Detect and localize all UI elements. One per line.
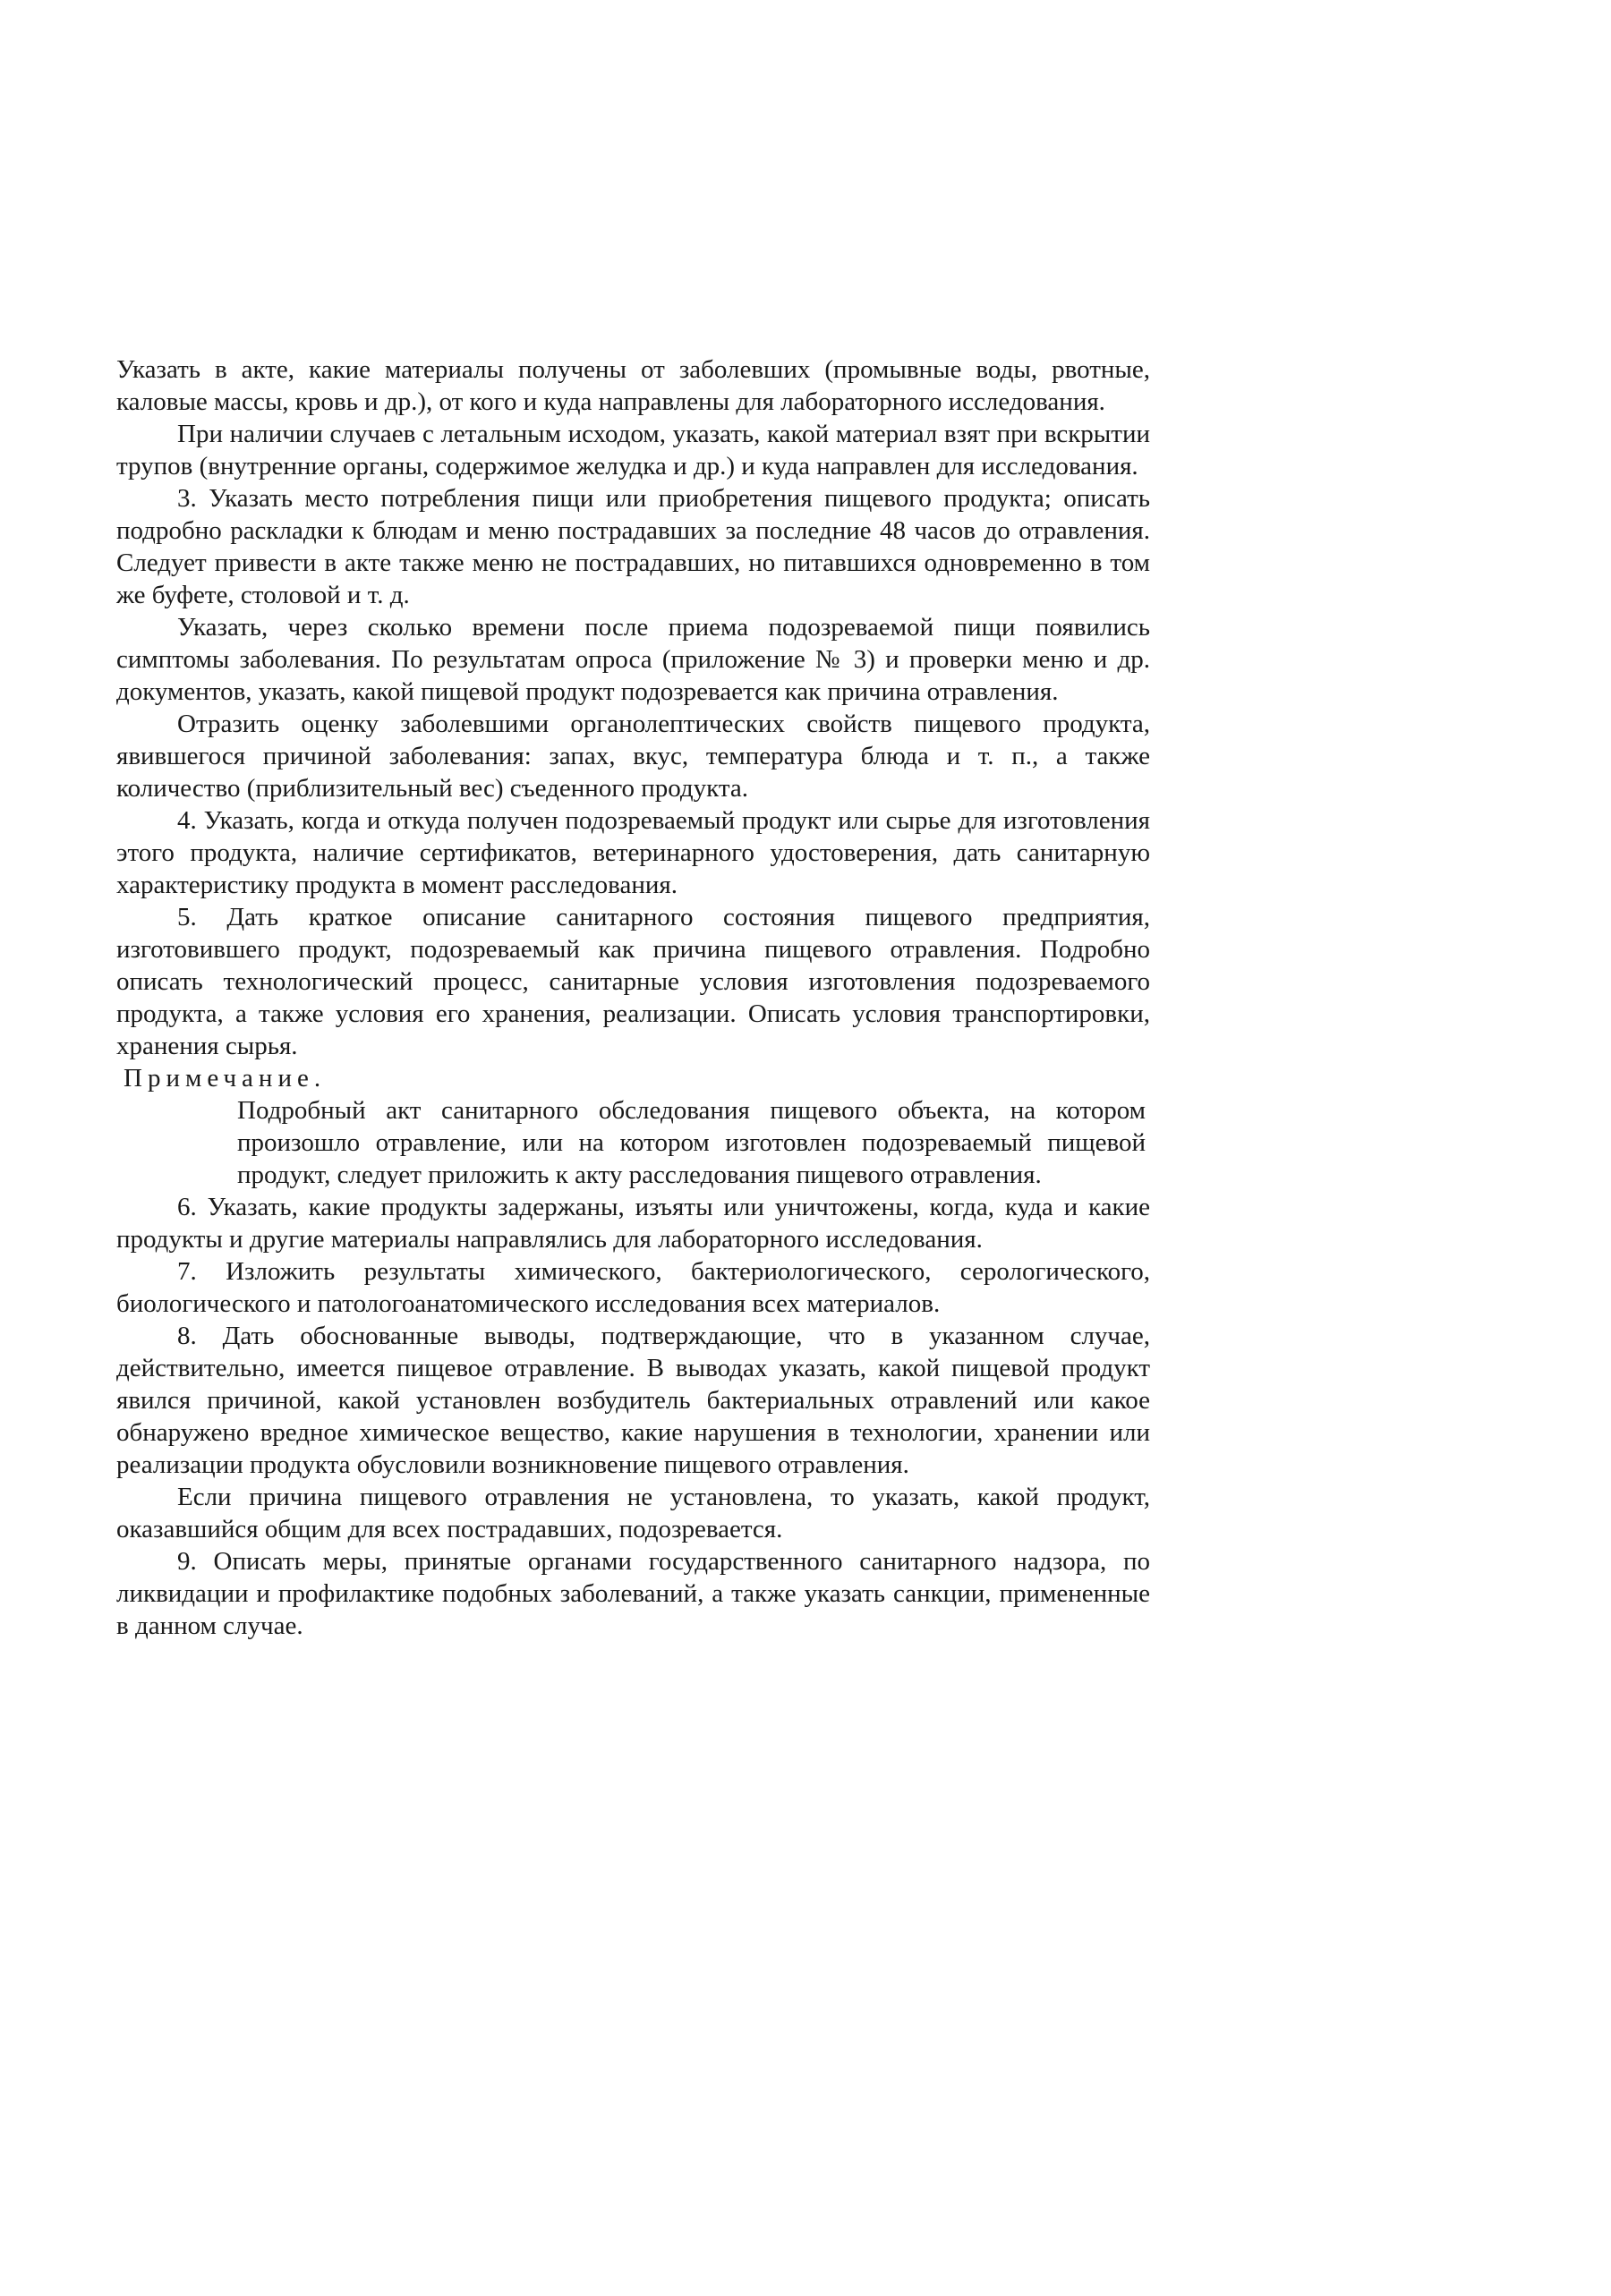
paragraph-fatal-cases: При наличии случаев с летальным исходом, указать, какой материал взят при вскрытии трупов (внутренние органы, содержимое желудка и др.) и куда направлен для исследования.: [116, 420, 1150, 480]
paragraph-cause-not-established: Если причина пищевого отравления не установлена, то указать, какой продукт, оказавшийся общим для всех пострадавших, подозревается.: [116, 1483, 1150, 1543]
paragraph-symptoms-onset: Указать, через сколько времени после приема подозреваемой пищи появились симптомы заболевания. По результатам опроса (приложение № 3) и проверки меню и др. документов, указать, какой пищевой продукт подозревается как причина отравления.: [116, 613, 1150, 706]
paragraph-item-8: 8. Дать обоснованные выводы, подтверждающие, что в указанном случае, действительно, имеется пищевое отравление. В выводах указать, какой пищевой продукт явился причиной, какой установлен возбудитель бактериальных отравлений или какое обнаружено вредное химическое вещество, какие нарушения в технологии, хранении или реализации продукта обусловили возникновение пищевого отравления.: [116, 1322, 1150, 1479]
paragraph-materials-from-patients: Указать в акте, какие материалы получены от заболевших (промывные воды, рвотные, каловые массы, кровь и др.), от кого и куда направлены для лабораторного исследования.: [116, 355, 1150, 416]
paragraph-item-6: 6. Указать, какие продукты задержаны, изъяты или уничтожены, когда, куда и какие продукты и другие материалы направлялись для лабораторного исследования.: [116, 1193, 1150, 1254]
paragraph-item-4: 4. Указать, когда и откуда получен подозреваемый продукт или сырье для изготовления этого продукта, наличие сертификатов, ветеринарного удостоверения, дать санитарную характеристику продукта в момент расследования.: [116, 806, 1150, 899]
paragraph-item-5: 5. Дать краткое описание санитарного состояния пищевого предприятия, изготовившего продукт, подозреваемый как причина пищевого отравления. Подробно описать технологический процесс, санитарные условия изготовления подозреваемого продукта, а также условия его хранения, реализации. Описать условия транспортировки, хранения сырья.: [116, 903, 1150, 1060]
paragraph-item-3: 3. Указать место потребления пищи или приобретения пищевого продукта; описать подробно раскладки к блюдам и меню пострадавших за последние 48 часов до отравления. Следует привести в акте также меню не пострадавших, но питавшихся одновременно в том же буфете, столовой и т. д.: [116, 484, 1150, 609]
paragraph-item-7: 7. Изложить результаты химического, бактериологического, серологического, биологического и патологоанатомического исследования всех материалов.: [116, 1257, 1150, 1318]
paragraph-organoleptic: Отразить оценку заболевшими органолептических свойств пищевого продукта, явившегося причиной заболевания: запах, вкус, температура блюда и т. п., а также количество (приблизительный вес) съеденного продукта.: [116, 710, 1150, 803]
note-title: Примечание.: [124, 1064, 327, 1093]
note-body: Подробный акт санитарного обследования пищевого объекта, на котором произошло отравление, или на котором изготовлен подозреваемый пищевой продукт, следует приложить к акту расследования пищевого отравления.: [237, 1096, 1146, 1189]
document-page: [116, 353, 1150, 1642]
paragraph-item-9: 9. Описать меры, принятые органами государственного санитарного надзора, по ликвидации и профилактике подобных заболеваний, а также указать санкции, примененные в данном случае.: [116, 1547, 1150, 1640]
